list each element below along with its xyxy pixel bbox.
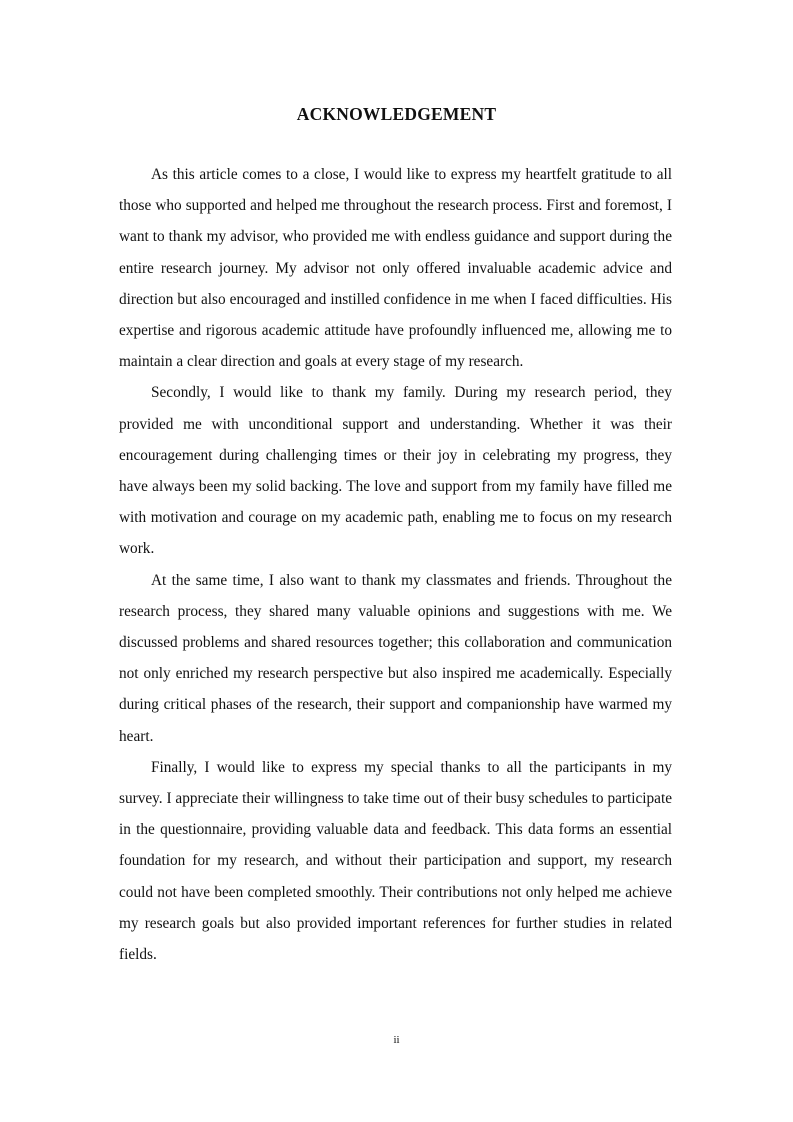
paragraph-family: Secondly, I would like to thank my family. During my research period, they provided me with unconditional support and understanding. Whether it was their encouragement during challenging times or their joy in celebrating my progress, they have always been my solid backing. The love and support from my family have filled me with motivation and courage on my academic path, enabling me to focus on my research work.	[119, 384, 672, 558]
paragraph-participants: Finally, I would like to express my special thanks to all the participants in my survey. I appreciate their willingness to take time out of their busy schedules to participate in the questionnaire, providing valuable data and feedback. This data forms an essential foundation for my research, and without their participation and support, my research could not have been completed smoothly. Their contributions not only helped me achieve my research goals but also provided important references for further studies in related fields.	[119, 758, 672, 964]
paragraph-advisor: As this article comes to a close, I would like to express my heartfelt gratitude to all those who supported and helped me throughout the research process. First and foremost, I want to thank my advisor, who provided me with endless guidance and support during the entire research journey. My advisor not only offered invaluable academic advice and direction but also encouraged and instilled confidence in me when I faced difficulties. His expertise and rigorous academic attitude have profoundly influenced me, allowing me to maintain a clear direction and goals at every stage of my research.	[119, 166, 672, 371]
page-number: ii	[393, 1034, 400, 1046]
acknowledgement-body	[119, 159, 672, 970]
paragraph-classmates: At the same time, I also want to thank my classmates and friends. Throughout the research process, they shared many valuable opinions and suggestions with me. We discussed problems and shared resources together; this collaboration and communication not only enriched my research perspective but also inspired me academically. Especially during critical phases of the research, their support and companionship have warmed my heart.	[119, 571, 672, 745]
page-title: ACKNOWLEDGEMENT	[296, 104, 497, 124]
